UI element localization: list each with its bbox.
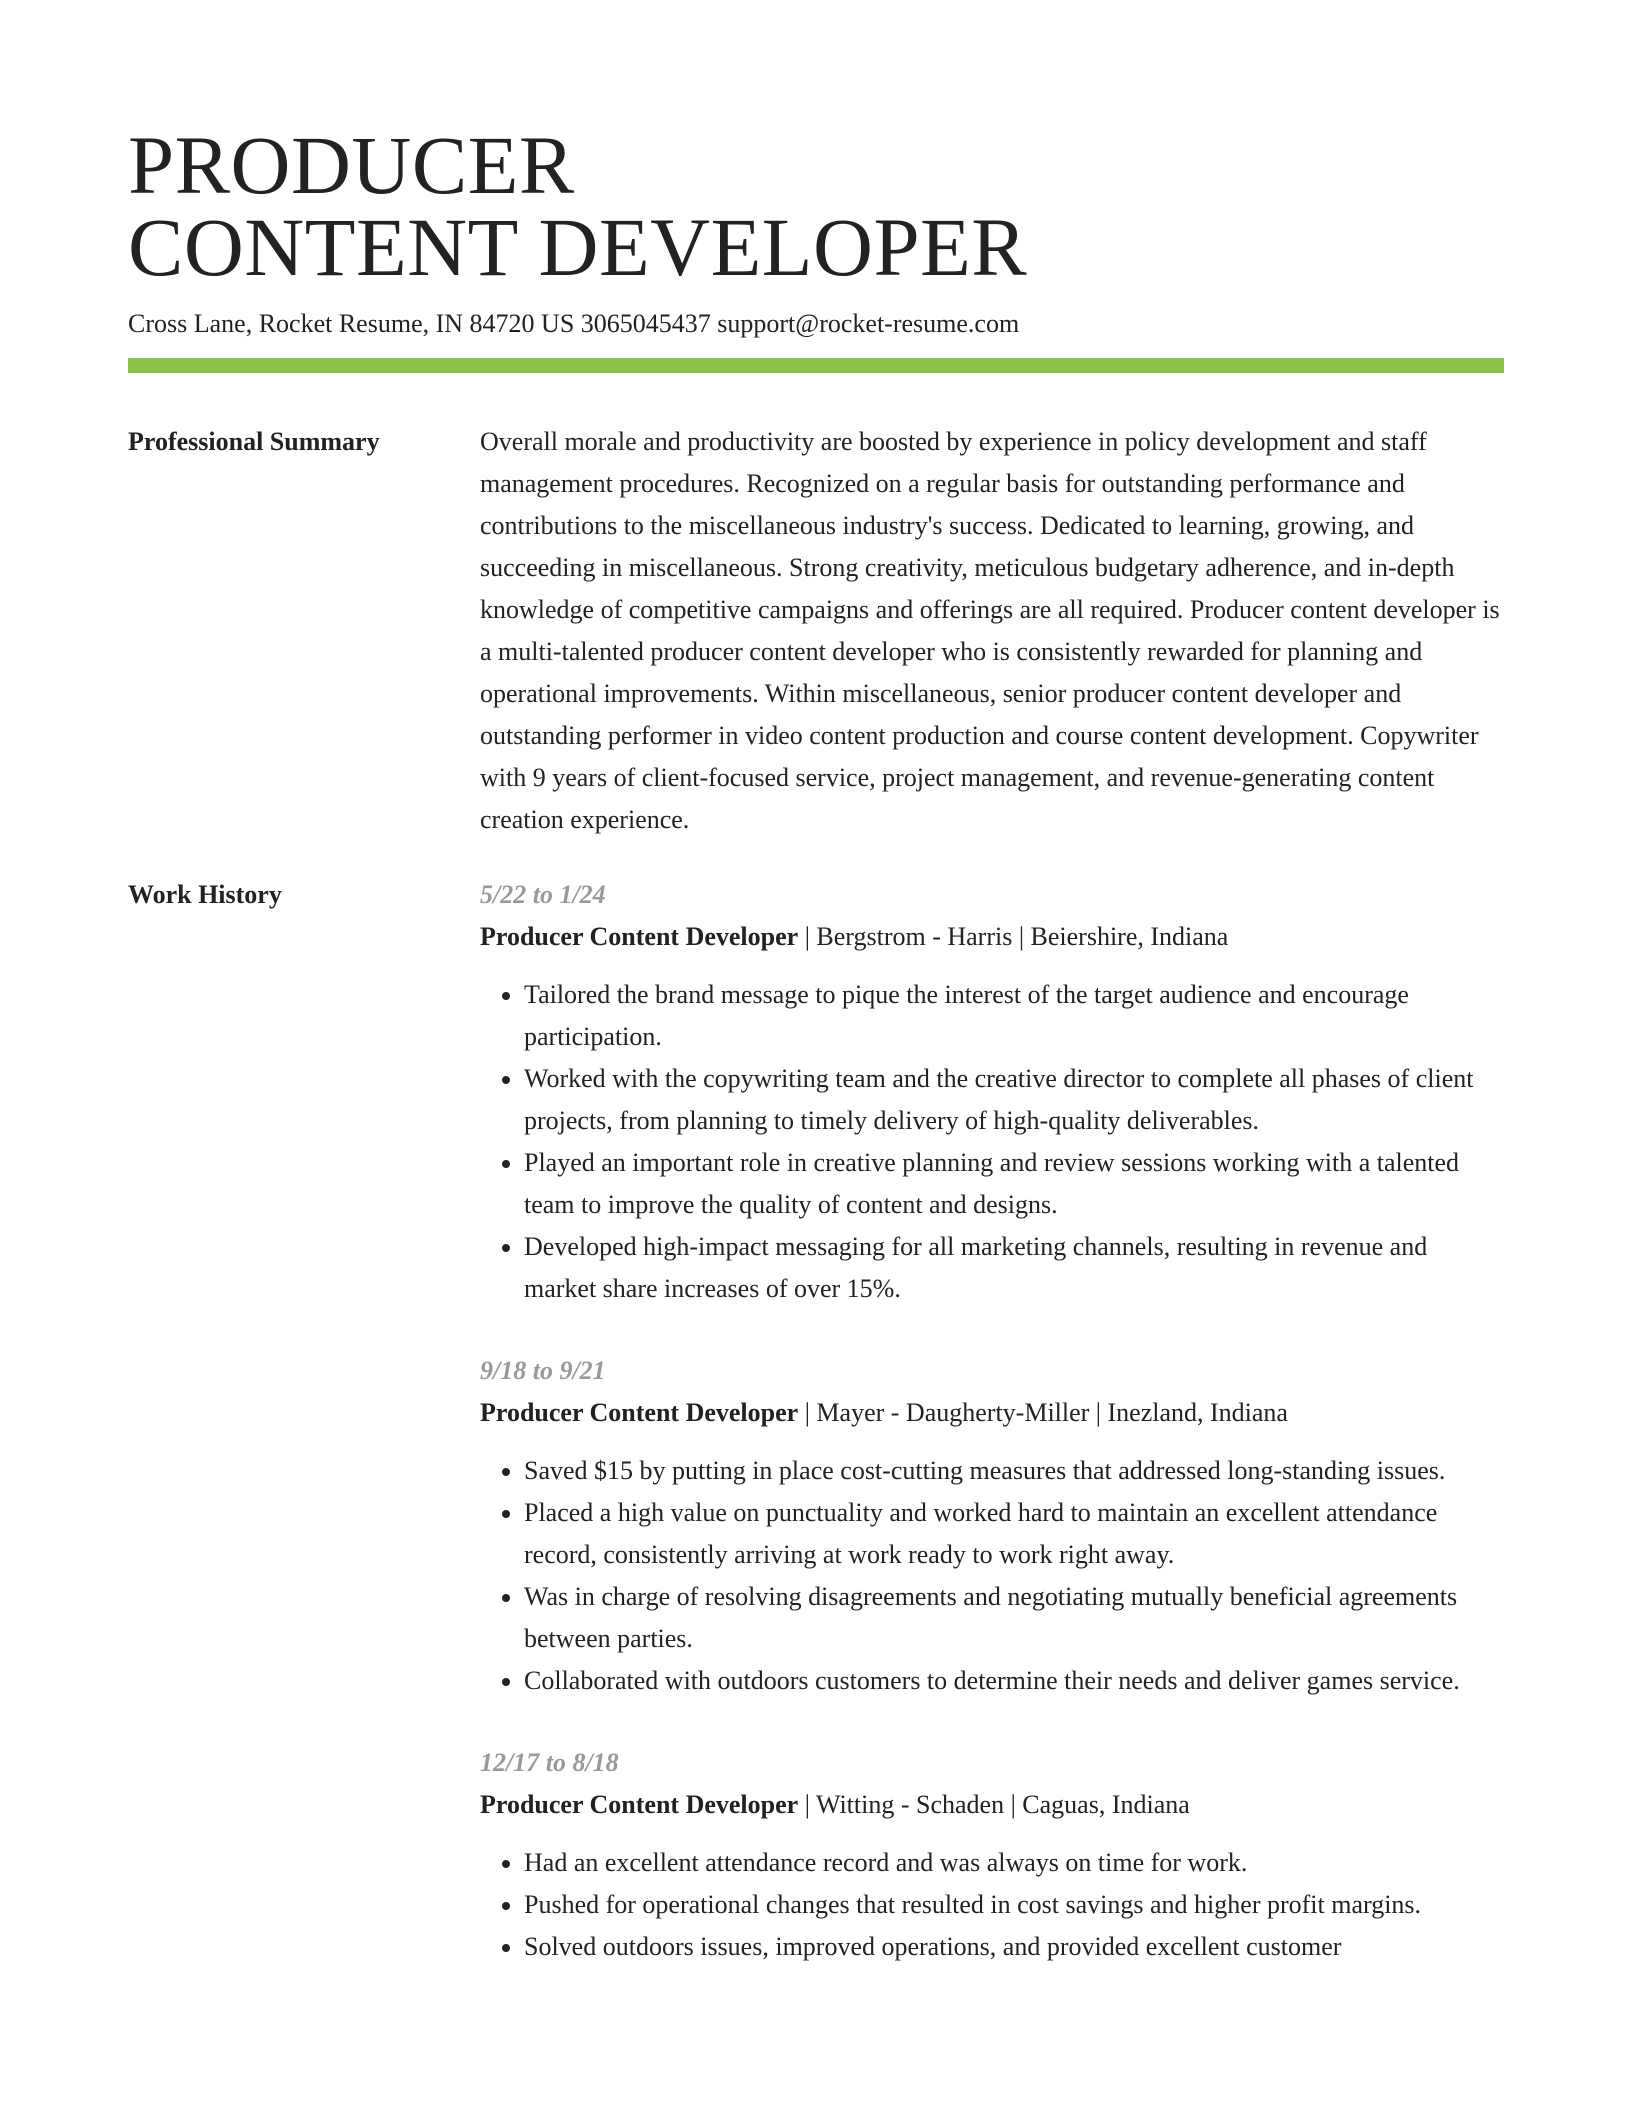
name-title-line-2: CONTENT DEVELOPER (128, 201, 1028, 293)
job-bullet-list (480, 974, 1504, 1310)
name-title-line-1: PRODUCER (128, 119, 575, 211)
contact-info: Cross Lane, Rocket Resume, IN 84720 US 3065045437 support@rocket-resume.com (128, 309, 1020, 338)
job-bullet: • Solved outdoors issues, improved operations, and provided excellent customer (524, 1926, 1504, 1968)
job-heading (480, 1784, 1504, 1826)
job-heading (480, 916, 1504, 958)
job-bullet: • Had an excellent attendance record and was always on time for work. (524, 1842, 1504, 1884)
job-employer-location: | Bergstrom - Harris | Beiershire, Indiana (798, 922, 1229, 951)
job-entry (480, 1742, 1504, 1968)
job-title: Producer Content Developer (480, 922, 799, 951)
job-title: Producer Content Developer (480, 1398, 799, 1427)
summary-body (480, 421, 1504, 841)
job-bullet: • Collaborated with outdoors customers to determine their needs and deliver games service. (524, 1660, 1504, 1702)
job-dates: 12/17 to 8/18 (480, 1748, 619, 1777)
job-employer-location: | Witting - Schaden | Caguas, Indiana (798, 1790, 1190, 1819)
job-employer-location: | Mayer - Daugherty-Miller | Inezland, Indiana (798, 1398, 1288, 1427)
job-bullet-list (480, 1842, 1504, 1968)
resume-header (128, 119, 1504, 340)
job-bullet: • Was in charge of resolving disagreements and negotiating mutually beneficial agreements between parties. (524, 1576, 1504, 1660)
job-entry (480, 1350, 1504, 1702)
job-bullet: • Saved $15 by putting in place cost-cutting measures that addressed long-standing issues. (524, 1450, 1504, 1492)
job-bullet: • Developed high-impact messaging for all marketing channels, resulting in revenue and market share increases of over 15%. (524, 1226, 1504, 1310)
job-bullet: • Tailored the brand message to pique the interest of the target audience and encourage participation. (524, 974, 1504, 1058)
work-history-body (480, 874, 1504, 2008)
professional-summary-section (128, 421, 1504, 841)
job-dates: 9/18 to 9/21 (480, 1356, 606, 1385)
job-bullet: • Worked with the copywriting team and the creative director to complete all phases of client projects, from planning to timely delivery of high-quality deliverables. (524, 1058, 1504, 1142)
section-label-summary: Professional Summary (128, 427, 380, 456)
section-label-work-history: Work History (128, 880, 282, 909)
job-bullet: • Placed a high value on punctuality and worked hard to maintain an excellent attendance record, consistently arriving at work ready to work right away. (524, 1492, 1504, 1576)
header-accent-divider (128, 358, 1504, 373)
job-heading (480, 1392, 1504, 1434)
job-bullet: • Played an important role in creative planning and review sessions working with a talented team to improve the quality of content and designs. (524, 1142, 1504, 1226)
summary-text: Overall morale and productivity are boosted by experience in policy development and staff management procedures. Recognized on a regular basis for outstanding performance and contributions to the miscellaneous industry's success. Dedicated to learning, growing, and succeeding in miscellaneous. Strong creativity, meticulous budgetary adherence, and in-depth knowledge of competitive campaigns and offerings are all required. Producer content developer is a multi-talented producer content developer who is consistently rewarded for planning and operational improvements. Within miscellaneous, senior producer content developer and outstanding performer in video content production and course content development. Copywriter with 9 years of client-focused service, project management, and revenue-generating content creation experience. (480, 427, 1500, 834)
job-entry (480, 874, 1504, 1310)
job-bullet: • Pushed for operational changes that resulted in cost savings and higher profit margins. (524, 1884, 1504, 1926)
work-history-section (128, 874, 1504, 2008)
resume-page (128, 0, 1504, 2008)
job-title: Producer Content Developer (480, 1790, 799, 1819)
job-dates: 5/22 to 1/24 (480, 880, 606, 909)
job-bullet-list (480, 1450, 1504, 1702)
